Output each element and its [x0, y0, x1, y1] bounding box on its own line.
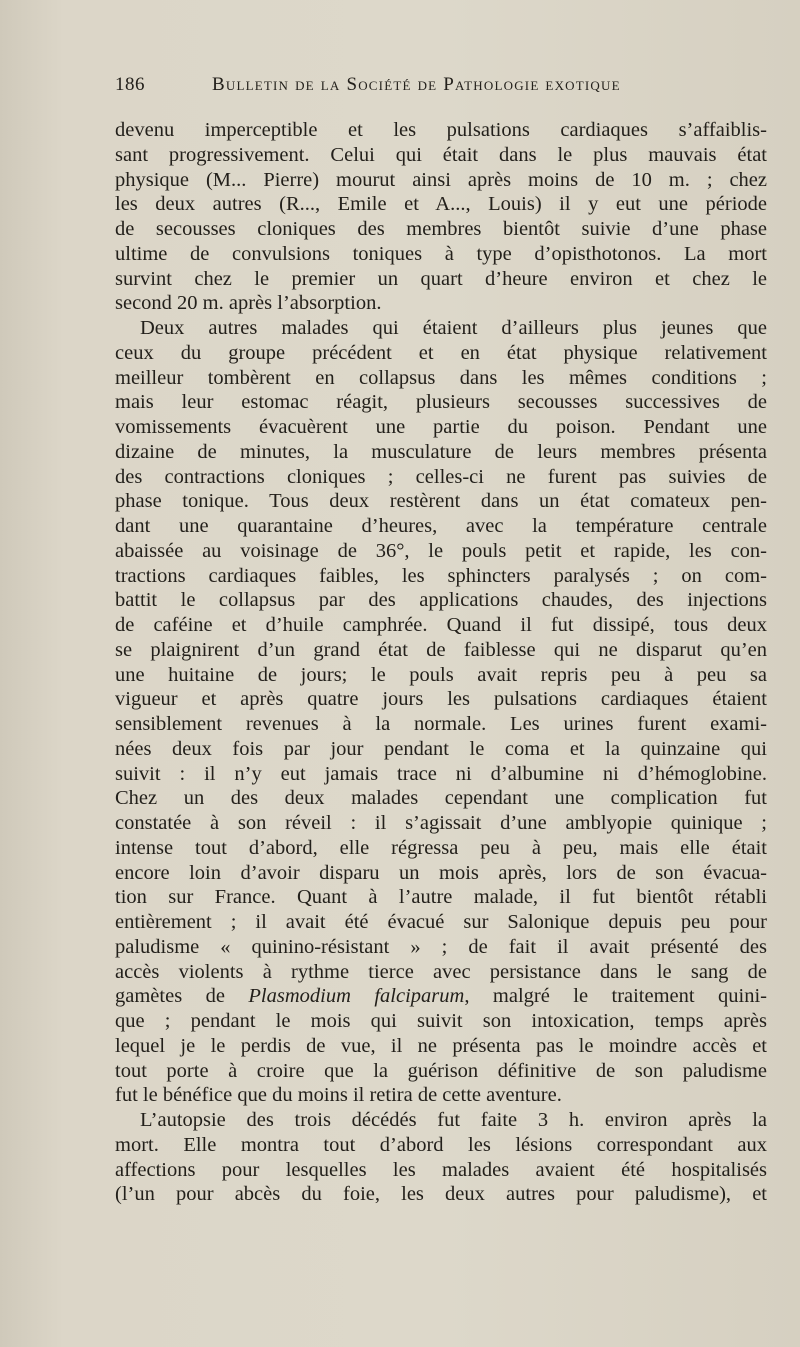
text-line: nées deux fois par jour pendant le coma et la quinzaine qui — [115, 737, 767, 760]
text-line: sant progressivement. Celui qui était dans le plus mauvais état — [115, 143, 767, 166]
text-line: (l’un pour abcès du foie, les deux autres pour paludisme), et — [115, 1183, 767, 1206]
text-line: des contractions cloniques ; celles-ci ne furent pas suivies de — [115, 465, 767, 488]
text-line: mais leur estomac réagit, plusieurs secousses successives de — [115, 391, 767, 414]
text-line: L’autopsie des trois décédés fut faite 3 h. environ après la — [140, 1109, 767, 1131]
text-line: ultime de convulsions toniques à type d’opisthotonos. La mort — [115, 242, 767, 265]
text-line: meilleur tombèrent en collapsus dans les mêmes conditions ; — [115, 366, 767, 389]
text-line: de secousses cloniques des membres bientôt suivie d’une phase — [115, 218, 767, 240]
text-line: dizaine de minutes, la musculature de leurs membres présenta — [115, 440, 767, 463]
text-line: physique (M... Pierre) mourut ainsi après moins de 10 m. ; chez — [115, 168, 767, 191]
text-line: dant une quarantaine d’heures, avec la température centrale — [115, 515, 767, 537]
text-line: tion sur France. Quant à l’autre malade, il fut bientôt rétabli — [115, 886, 767, 909]
text-line: suivit : il n’y eut jamais trace ni d’albumine ni d’hémoglobine. — [115, 762, 767, 785]
text-line: lequel je le perdis de vue, il ne présenta pas le moindre accès et — [115, 1034, 767, 1057]
species-name: Plasmodium falciparum — [248, 985, 465, 1008]
text-line: affections pour lesquelles les malades avaient été hospitalisés — [115, 1158, 767, 1181]
text-line: accès violents à rythme tierce avec persistance dans le sang de — [115, 960, 767, 983]
text-fragment: gamètes de — [115, 985, 249, 1008]
text-line: une huitaine de jours; le pouls avait repris peu à peu sa — [115, 663, 767, 686]
text-line: mort. Elle montra tout d’abord les lésions correspondant aux — [115, 1133, 767, 1156]
text-line: second 20 m. après l’absorption. — [115, 292, 382, 315]
text-line: phase tonique. Tous deux restèrent dans un état comateux pen- — [115, 490, 767, 513]
text-fragment: , malgré le traitement quini- — [464, 985, 767, 1008]
text-line: encore loin d’avoir disparu un mois après, lors de son évacua- — [115, 861, 767, 884]
text-line: tractions cardiaques faibles, les sphincters paralysés ; on com- — [115, 564, 767, 587]
text-line-with-species — [115, 984, 767, 1009]
running-title: Bulletin de la Société de Pathologie exotique — [212, 74, 621, 95]
text-line: que ; pendant le mois qui suivit son intoxication, temps après — [115, 1010, 767, 1032]
text-line: Chez un des deux malades cependant une complication fut — [115, 787, 767, 810]
text-line: vigueur et après quatre jours les pulsations cardiaques étaient — [115, 688, 767, 711]
text-line: vomissements évacuèrent une partie du poison. Pendant une — [115, 416, 767, 438]
text-line: de caféine et d’huile camphrée. Quand il fut dissipé, tous deux — [115, 614, 767, 636]
text-line: entièrement ; il avait été évacué sur Salonique depuis peu pour — [115, 911, 767, 933]
text-line: sensiblement revenues à la normale. Les urines furent exami- — [115, 713, 767, 735]
text-line: intense tout d’abord, elle régressa peu à peu, mais elle était — [115, 836, 767, 859]
text-line: les deux autres (R..., Emile et A..., Louis) il y eut une période — [115, 193, 767, 216]
text-line: battit le collapsus par des applications chaudes, des injections — [115, 589, 767, 612]
text-line: paludisme « quinino-résistant » ; de fait il avait présenté des — [115, 935, 767, 958]
text-line: Deux autres malades qui étaient d’ailleurs plus jeunes que — [140, 317, 767, 339]
page-number: 186 — [115, 74, 145, 95]
text-line: devenu imperceptible et les pulsations cardiaques s’affaiblis- — [115, 119, 767, 141]
text-line: tout porte à croire que la guérison définitive de son paludisme — [115, 1059, 767, 1082]
text-line: survint chez le premier un quart d’heure environ et chez le — [115, 267, 767, 290]
text-line: se plaignirent d’un grand état de faiblesse qui ne disparut qu’en — [115, 638, 767, 661]
body-text — [115, 118, 767, 1207]
text-line: constatée à son réveil : il s’agissait d’une amblyopie quinique ; — [115, 812, 767, 834]
text-line: fut le bénéfice que du moins il retira de cette aventure. — [115, 1084, 562, 1107]
page-header — [115, 74, 765, 104]
text-line: abaissée au voisinage de 36°, le pouls petit et rapide, les con- — [115, 539, 767, 562]
text-line: ceux du groupe précédent et en état physique relativement — [115, 341, 767, 364]
